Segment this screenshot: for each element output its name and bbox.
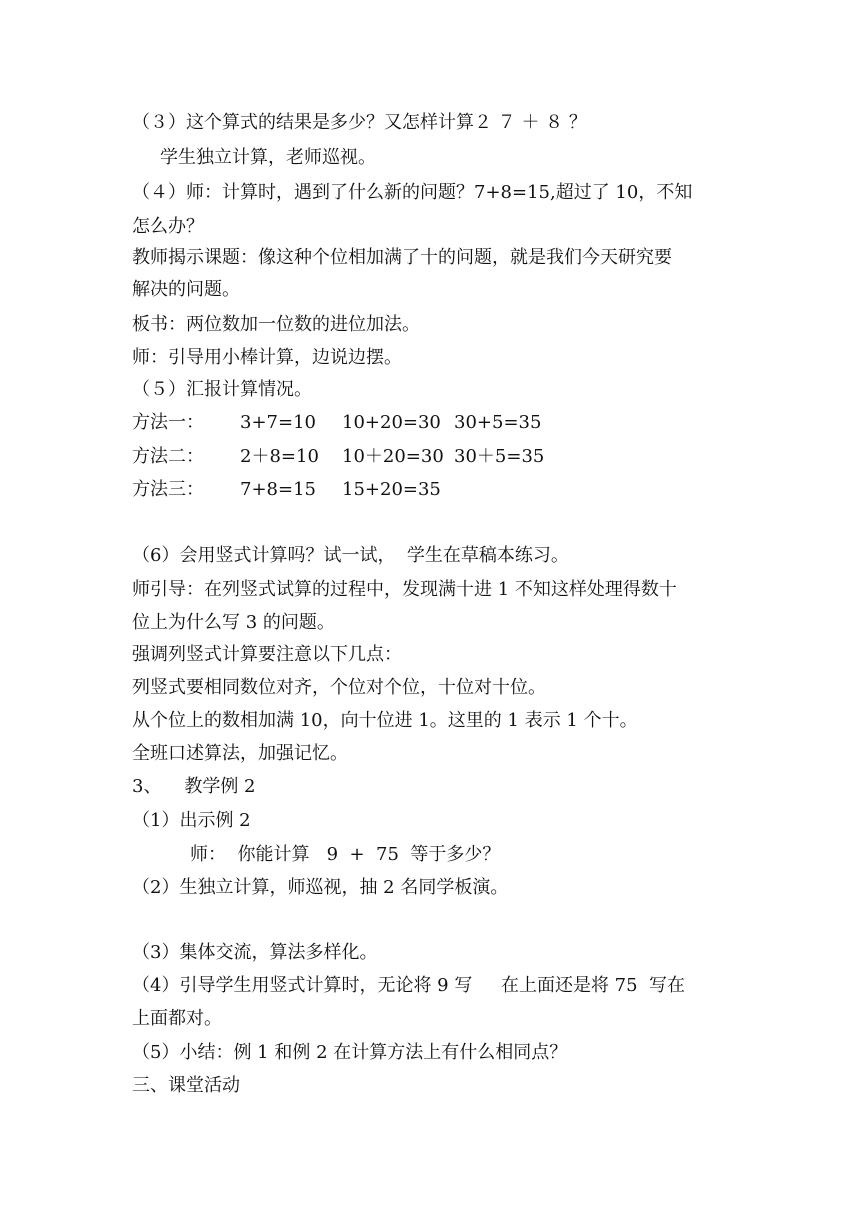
method-equation: 10+20=30	[342, 412, 441, 433]
text-line: （5）小结：例 1 和例 2 在计算方法上有什么相同点？	[132, 1042, 568, 1063]
text-line: 师引导：在列竖式试算的过程中，发现满十进 1 不知这样处理得数十	[132, 579, 677, 600]
method-label: 方法二：	[132, 446, 204, 467]
text-line: 学生独立计算，老师巡视。	[160, 147, 376, 168]
text-line: 板书：两位数加一位数的进位加法。	[132, 314, 420, 335]
text-line: （４）师：计算时，遇到了什么新的问题？7+8=15,超过了 10，不知	[132, 182, 693, 203]
text-line: （6）会用竖式计算吗？试一试， 学生在草稿本练习。	[132, 545, 569, 566]
method-equation: 2＋8=10	[240, 446, 319, 467]
method-label: 方法三：	[132, 479, 204, 500]
method-label: 方法一：	[132, 412, 204, 433]
text-line: 师：引导用小棒计算，边说边摆。	[132, 347, 402, 368]
text-line: 强调列竖式计算要注意以下几点：	[132, 644, 402, 665]
text-line: （4）引导学生用竖式计算时，无论将 9 写 在上面还是将 75 写在	[132, 975, 686, 996]
method-equation: 15+20=35	[342, 479, 441, 500]
text-line: 列竖式要相同数位对齐，个位对个位，十位对十位。	[132, 677, 546, 698]
text-line: （2）生独立计算，师巡视，抽 2 名同学板演。	[132, 877, 509, 898]
text-line: 师： 你能计算 9 + 75 等于多少？	[190, 844, 501, 865]
method-equation: 7+8=15	[240, 479, 316, 500]
text-line: （3）集体交流，算法多样化。	[132, 942, 378, 963]
section-heading: 三、课堂活动	[132, 1075, 240, 1096]
method-equation: 30＋5=35	[454, 446, 545, 467]
text-line: （５）汇报计算情况。	[132, 379, 312, 400]
method-equation: 30+5=35	[454, 412, 542, 433]
text-line: 教师揭示课题：像这种个位相加满了十的问题，就是我们今天研究要	[132, 247, 672, 268]
method-equation: 10＋20=30	[342, 446, 444, 467]
text-line: 上面都对。	[132, 1008, 222, 1029]
text-line: 3、 教学例 2	[132, 776, 256, 797]
text-line: （３）这个算式的结果是多少？又怎样计算２ ７ ＋ ８ ？	[132, 112, 587, 133]
text-line: 解决的问题。	[132, 279, 240, 300]
method-equation: 3+7=10	[240, 412, 316, 433]
text-line: 从个位上的数相加满 10，向十位进 1。这里的 1 表示 1 个十。	[132, 710, 638, 731]
text-line: 位上为什么写 3 的问题。	[132, 612, 335, 633]
text-line: 全班口述算法，加强记忆。	[132, 743, 348, 764]
text-line: 怎么办？	[132, 216, 204, 237]
text-line: （1）出示例 2	[132, 810, 251, 831]
